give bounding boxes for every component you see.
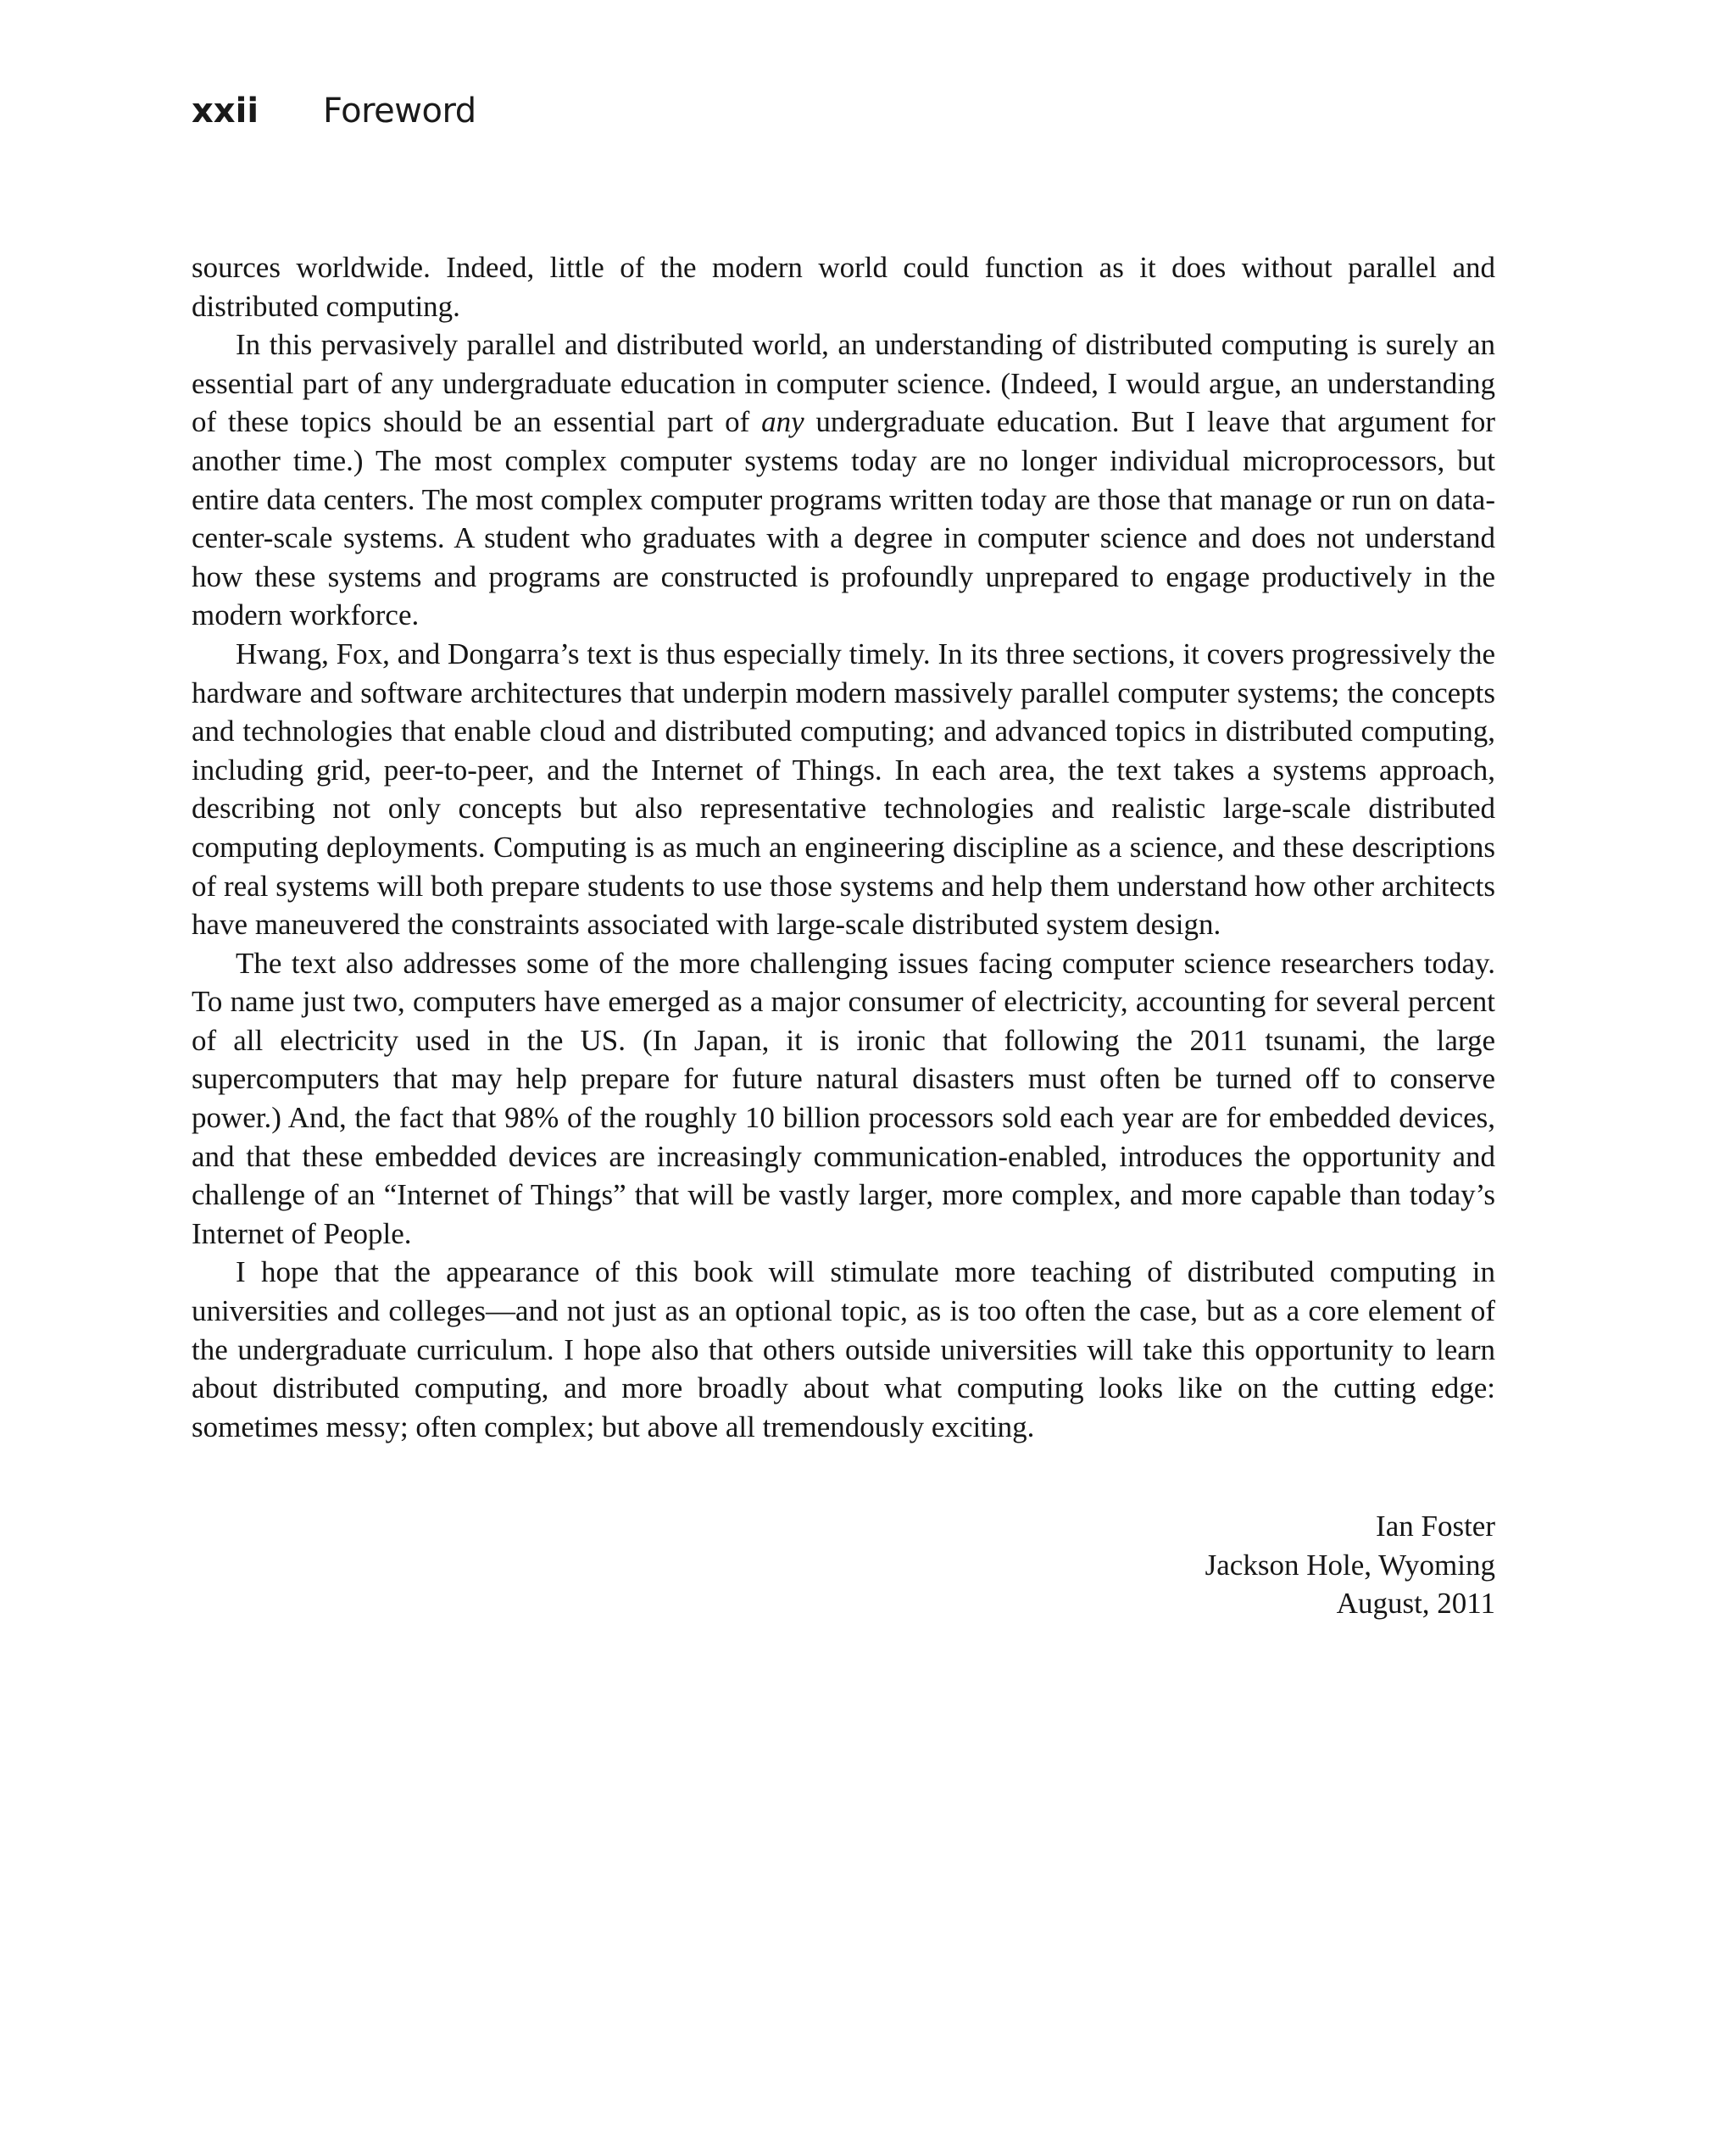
author-location: Jackson Hole, Wyoming: [1205, 1548, 1495, 1582]
paragraph-text: undergraduate education. But I leave that argument for another time.) The most complex computer systems today are no longer individual microprocessors, but entire data centers. The most complex computer programs written today are those that manage or run on data-center-scale systems. A student who graduates with a degree in computer science and does not understand how these systems and programs are constructed is profoundly unprepared to engage productively in the modern workforce.: [192, 405, 1495, 632]
signature-block: [1205, 1507, 1495, 1623]
running-head: [192, 92, 476, 142]
emphasis-any: any: [761, 405, 804, 439]
paragraph-hope: I hope that the appearance of this book will stimulate more teaching of distributed computing in universities and colleges—and not just as an optional topic, as is too often the case, but as a core element of the undergraduate curriculum. I hope also that others outside universities will take this opportunity to learn about distributed computing, and more broadly about what computing looks like on the cutting edge: sometimes messy; often complex; but above all tremendously exciting.: [192, 1255, 1495, 1443]
paragraph-timely: Hwang, Fox, and Dongarra’s text is thus especially timely. In its three sections, it covers progressively the hardware and software architectures that underpin modern massively parallel computer systems; the concepts and technologies that enable cloud and distributed computing; and advanced topics in distributed computing, including grid, peer-to-peer, and the Internet of Things. In each area, the text takes a systems approach, describing not only concepts but also representative technologies and realistic large-scale distributed computing deployments. Computing is as much an engineering discipline as a science, and these descriptions of real systems will both prepare students to use those systems and help them understand how other architects have maneuvered the constraints associated with large-scale distributed system design.: [192, 637, 1495, 942]
page-number: xxii: [192, 92, 259, 131]
paragraph-text: In this pervasively parallel and distributed world, an understanding of distributed computing is surely an essential part of any undergraduate education in computer science. (Indeed, I would argue, an understanding of these topics should be an essential part of: [192, 328, 1495, 439]
section-title: Foreword: [323, 92, 476, 131]
paragraph-understanding: [192, 325, 1495, 635]
foreword-body: [192, 248, 1495, 1446]
signature-date: August, 2011: [1336, 1587, 1495, 1621]
author-name: Ian Foster: [1376, 1510, 1495, 1543]
paragraph-challenges: The text also addresses some of the more challenging issues facing computer science researchers today. To name just two, computers have emerged as a major consumer of electricity, accounting for several percent of all electricity used in the US. (In Japan, it is ironic that following the 2011 tsunami, the large supercomputers that may help prepare for future natural disasters must often be turned off to conserve power.) And, the fact that 98% of the roughly 10 billion processors sold each year are for embedded devices, and that these embedded devices are increasingly communication-enabled, introduces the opportunity and challenge of an “Internet of Things” that will be vastly larger, more complex, and more capable than today’s Internet of People.: [192, 946, 1495, 1250]
paragraph-continuation: sources worldwide. Indeed, little of the modern world could function as it does without parallel and distributed computing.: [192, 251, 1495, 323]
